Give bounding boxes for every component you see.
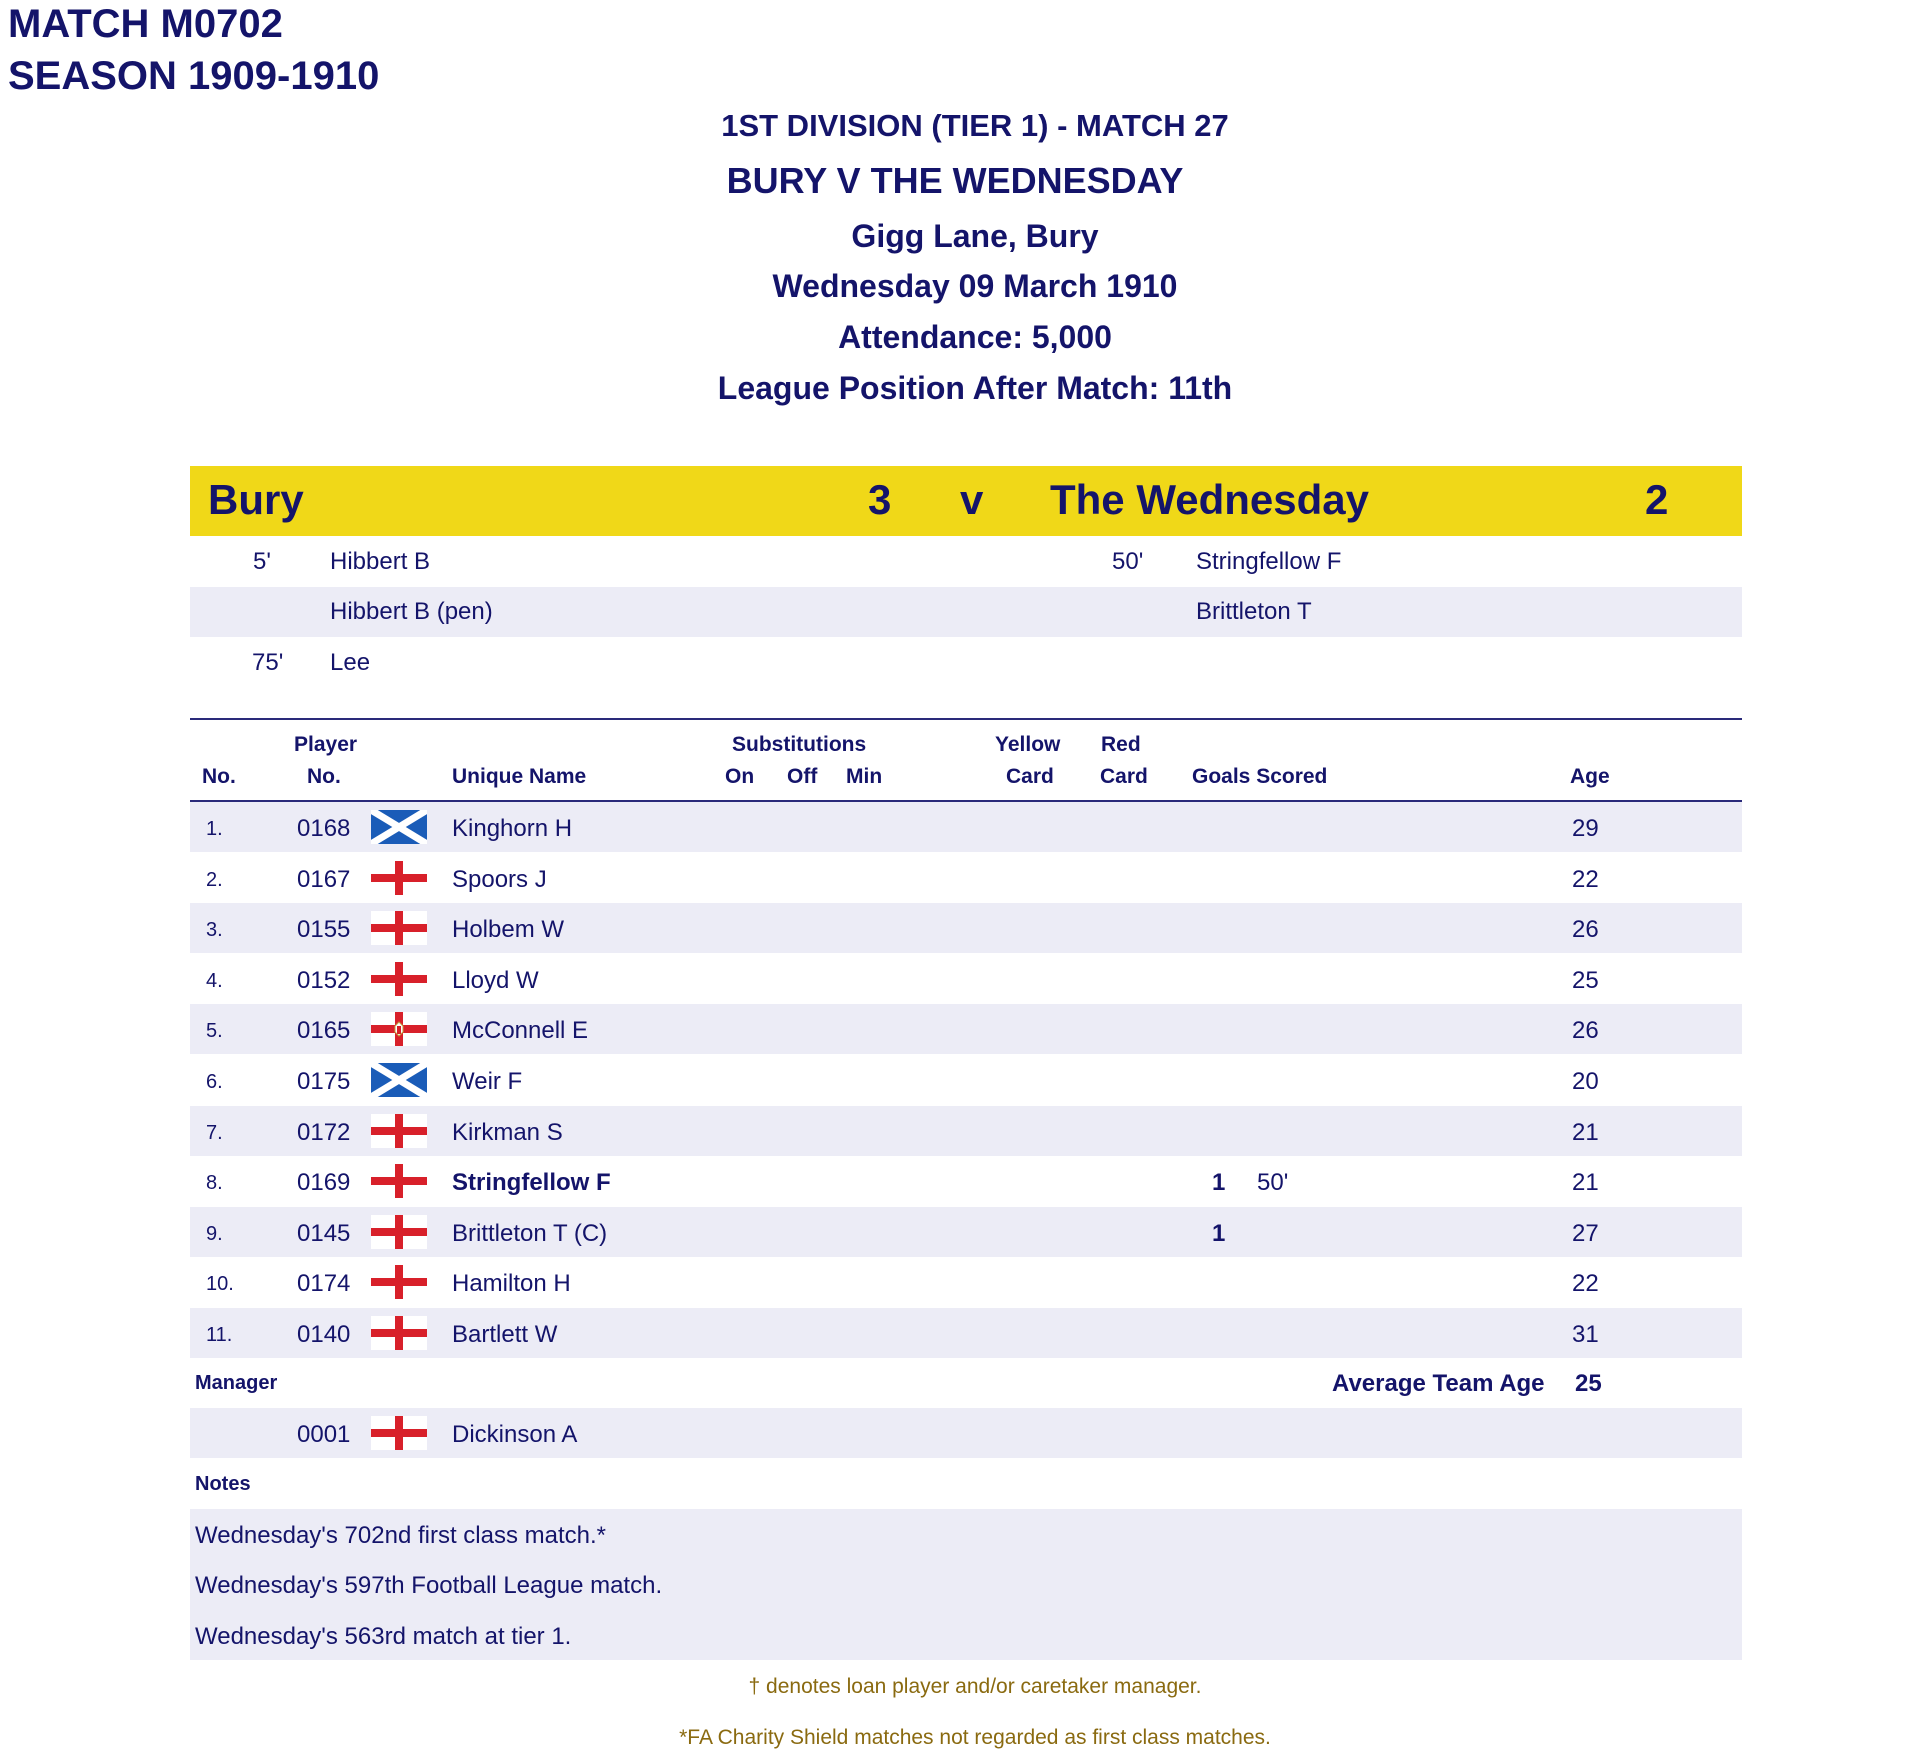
england-flag-icon <box>371 962 427 996</box>
charity-footnote: *FA Charity Shield matches not regarded as first class matches. <box>679 1726 1271 1749</box>
home-scorer-name: Lee <box>330 649 371 676</box>
england-flag-icon <box>371 1215 427 1249</box>
player-number: 0175 <box>297 1068 351 1095</box>
row-number: 3. <box>206 919 223 941</box>
col-player-no-bottom: No. <box>307 765 341 788</box>
loan-footnote: † denotes loan player and/or caretaker manager. <box>748 1675 1202 1698</box>
manager-label: Manager <box>195 1372 278 1394</box>
average-age-label: Average Team Age <box>1332 1370 1545 1397</box>
col-sub-min: Min <box>846 765 883 788</box>
row-number: 6. <box>206 1071 223 1093</box>
player-age: 21 <box>1572 1169 1599 1196</box>
row-number: 4. <box>206 970 223 992</box>
home-scorer-minute: 75' <box>252 649 284 676</box>
england-flag-icon <box>371 911 427 945</box>
england-flag-icon <box>371 1114 427 1148</box>
row-number: 11. <box>206 1324 233 1346</box>
row-number: 7. <box>206 1122 223 1144</box>
home-scorer-name: Hibbert B <box>330 548 431 575</box>
season-label: SEASON 1909-1910 <box>8 54 380 98</box>
player-name: Bartlett W <box>452 1321 558 1348</box>
col-no: No. <box>202 765 236 788</box>
row-number: 9. <box>206 1223 223 1245</box>
player-name: Brittleton T (C) <box>452 1220 608 1247</box>
away-scorer-name: Stringfellow F <box>1196 548 1342 575</box>
player-name: Lloyd W <box>452 967 539 994</box>
home-scorer-name: Hibbert B (pen) <box>330 598 493 625</box>
player-number: 0155 <box>297 916 351 943</box>
match-code: MATCH M0702 <box>8 2 283 46</box>
player-name: Holbem W <box>452 916 565 943</box>
row-number: 2. <box>206 869 223 891</box>
player-age: 26 <box>1572 1017 1599 1044</box>
col-sub-off: Off <box>787 765 818 788</box>
notes-label: Notes <box>195 1473 251 1495</box>
manager-name: Dickinson A <box>452 1421 578 1448</box>
player-age: 20 <box>1572 1068 1599 1095</box>
goals-count: 1 <box>1212 1220 1226 1247</box>
table-top-rule <box>190 718 1742 720</box>
player-number: 0167 <box>297 866 351 893</box>
player-number: 0172 <box>297 1119 351 1146</box>
venue: Gigg Lane, Bury <box>851 218 1099 254</box>
player-name: Spoors J <box>452 866 547 893</box>
player-number: 0140 <box>297 1321 351 1348</box>
player-number: 0174 <box>297 1270 351 1297</box>
home-team: Bury <box>208 476 304 523</box>
player-name: McConnell E <box>452 1017 589 1044</box>
away-scorer-minute: 50' <box>1112 548 1144 575</box>
away-team: The Wednesday <box>1050 476 1369 523</box>
col-unique-name: Unique Name <box>452 765 587 788</box>
player-number: 0145 <box>297 1220 351 1247</box>
goal-minute: 50' <box>1257 1169 1289 1196</box>
player-age: 31 <box>1572 1321 1599 1348</box>
player-name: Stringfellow F <box>452 1169 611 1196</box>
home-goals: 3 <box>868 476 892 523</box>
player-number: 0168 <box>297 815 351 842</box>
player-age: 29 <box>1572 815 1599 842</box>
england-flag-icon <box>371 1316 427 1350</box>
player-number: 0169 <box>297 1169 351 1196</box>
player-number: 0165 <box>297 1017 351 1044</box>
note-item: Wednesday's 702nd first class match.* <box>195 1522 606 1549</box>
manager-player-no: 0001 <box>297 1421 351 1448</box>
versus-label: v <box>960 476 984 523</box>
col-age: Age <box>1570 765 1610 788</box>
away-scorer-name: Brittleton T <box>1196 598 1312 625</box>
england-flag-icon <box>371 1164 427 1198</box>
competition-title: 1ST DIVISION (TIER 1) - MATCH 27 <box>721 108 1229 143</box>
player-age: 22 <box>1572 866 1599 893</box>
league-position: League Position After Match: 11th <box>717 370 1233 406</box>
player-name: Kirkman S <box>452 1119 563 1146</box>
row-number: 1. <box>206 818 223 840</box>
home-scorer-minute: 5' <box>253 548 271 575</box>
note-item: Wednesday's 563rd match at tier 1. <box>195 1623 572 1650</box>
col-red-top: Red <box>1101 733 1141 756</box>
scotland-flag-icon <box>371 1063 427 1097</box>
average-age-value: 25 <box>1575 1370 1602 1397</box>
player-age: 21 <box>1572 1119 1599 1146</box>
england-flag-icon <box>371 1265 427 1299</box>
player-name: Hamilton H <box>452 1270 571 1297</box>
player-age: 26 <box>1572 916 1599 943</box>
col-player-no-top: Player <box>294 733 358 756</box>
attendance: Attendance: 5,000 <box>838 319 1112 355</box>
row-number: 8. <box>206 1172 223 1194</box>
england-flag-icon <box>371 861 427 895</box>
away-goals: 2 <box>1645 476 1669 523</box>
fixture-title: BURY V THE WEDNESDAY <box>726 160 1184 201</box>
player-number: 0152 <box>297 967 351 994</box>
row-number: 10. <box>206 1273 234 1295</box>
scotland-flag-icon <box>371 810 427 844</box>
col-red-bottom: Card <box>1100 765 1148 788</box>
score-bar <box>190 466 1742 536</box>
england-flag-icon <box>371 1416 427 1450</box>
player-age: 27 <box>1572 1220 1599 1247</box>
note-item: Wednesday's 597th Football League match. <box>195 1572 663 1599</box>
col-substitutions: Substitutions <box>732 733 867 756</box>
row-number: 5. <box>206 1020 223 1042</box>
goals-count: 1 <box>1212 1169 1226 1196</box>
col-goals-scored: Goals Scored <box>1192 765 1328 788</box>
player-age: 22 <box>1572 1270 1599 1297</box>
match-date: Wednesday 09 March 1910 <box>772 268 1178 304</box>
player-age: 25 <box>1572 967 1599 994</box>
col-sub-on: On <box>725 765 755 788</box>
col-yellow-bottom: Card <box>1006 765 1054 788</box>
player-name: Weir F <box>452 1068 523 1095</box>
col-yellow-top: Yellow <box>995 733 1061 756</box>
northern-ireland-flag-icon <box>371 1012 427 1046</box>
player-name: Kinghorn H <box>452 815 573 842</box>
